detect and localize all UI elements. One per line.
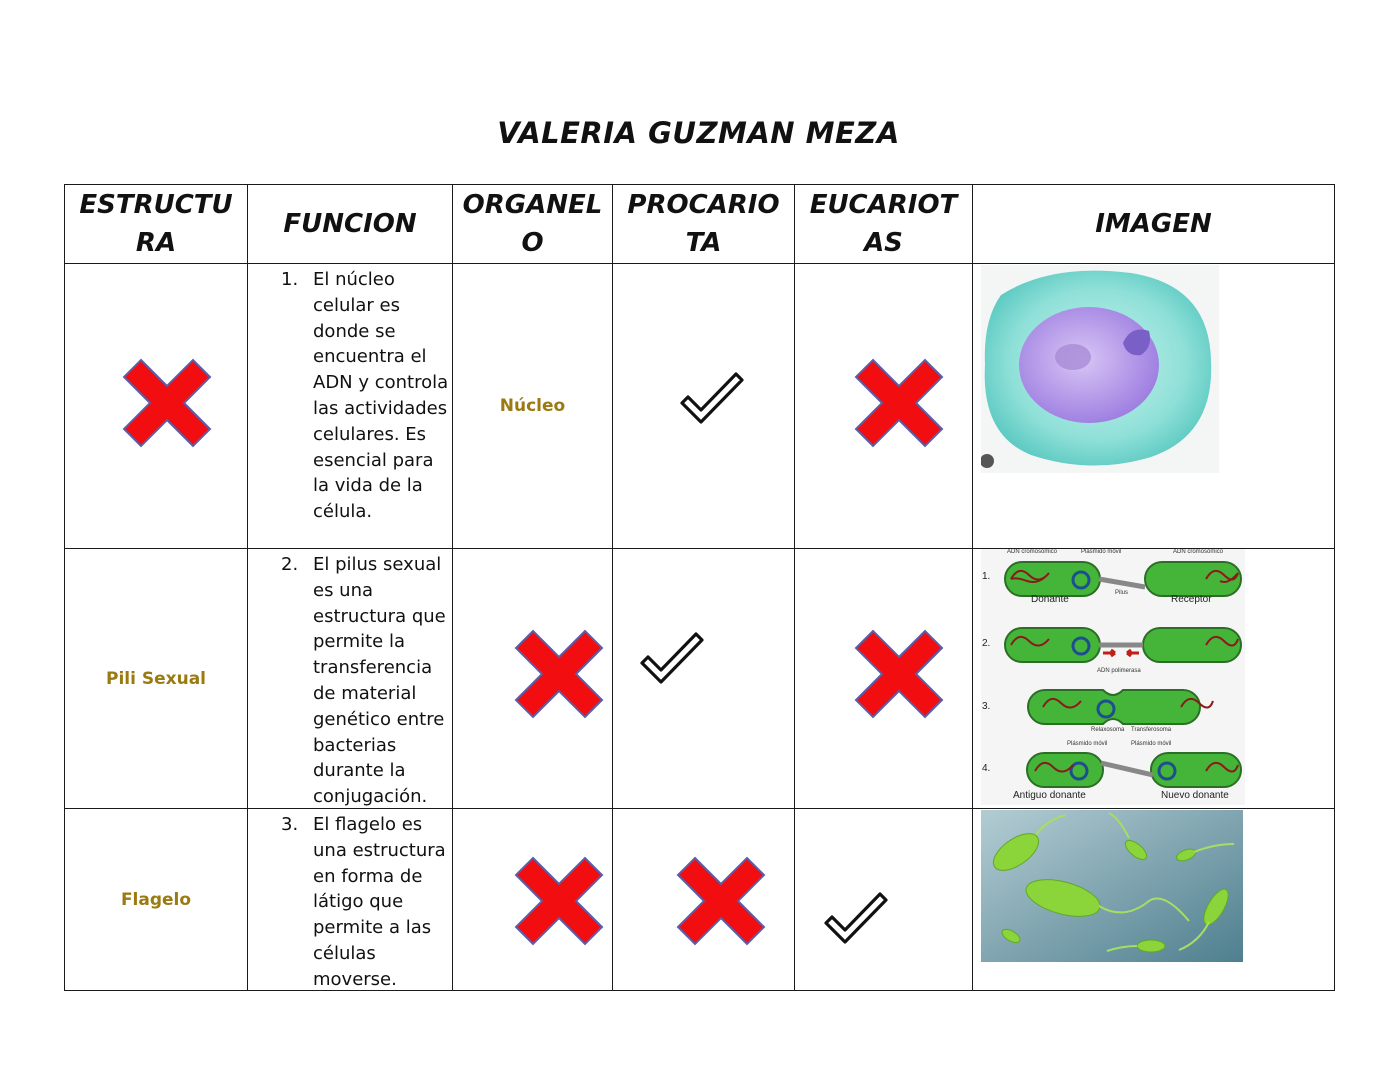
diagram-label-donor: Donante	[1031, 594, 1069, 605]
structure-cell	[65, 264, 248, 549]
diagram-label-mobile-plasmid-right: Plásmido móvil	[1131, 741, 1172, 747]
diagram-label-chromosomal-dna: ADN cromosómico	[1007, 549, 1058, 555]
diagram-label-receptor: Receptor	[1171, 594, 1212, 605]
table-row	[65, 809, 1335, 991]
diagram-label-mobile-plasmid-left: Plásmido móvil	[1067, 741, 1108, 747]
diagram-step-number: 4.	[982, 763, 991, 774]
procariota-cell	[613, 264, 795, 549]
page-title: VALERIA GUZMAN MEZA	[497, 116, 900, 150]
list-number: 1.	[281, 269, 299, 290]
cross-icon	[854, 629, 944, 719]
procariota-cell	[613, 809, 795, 991]
function-cell	[248, 549, 453, 809]
table-row	[65, 549, 1335, 809]
organelle-cell	[453, 809, 613, 991]
cross-icon	[676, 856, 766, 946]
cross-icon	[122, 358, 212, 448]
diagram-label-old-donor: Antiguo donante	[1013, 790, 1086, 801]
list-number: 3.	[281, 814, 299, 835]
diagram-label-mobile-plasmid: Plásmido móvil	[1081, 549, 1122, 555]
diagram-step-number: 3.	[982, 701, 991, 712]
header-eucariotas: EUCARIOTAS	[795, 185, 973, 264]
header-row	[65, 185, 1335, 264]
image-cell	[973, 264, 1335, 549]
conjugation-diagram	[981, 549, 1245, 805]
function-text: El flagelo es una estructura en forma de látigo que permite a las células moverse.	[313, 814, 446, 990]
header-organelo: ORGANELO	[453, 185, 613, 264]
diagram-step-number: 2.	[982, 638, 991, 649]
diagram-label-polymerase: ADN polimerasa	[1097, 668, 1141, 674]
structure-label: Pili Sexual	[106, 668, 206, 689]
function-cell	[248, 264, 453, 549]
organelle-cell	[453, 549, 613, 809]
header-funcion: FUNCION	[248, 185, 453, 264]
function-cell	[248, 809, 453, 991]
diagram-label-relaxosome: Relaxosoma	[1091, 727, 1125, 733]
flagella-bacteria-image	[981, 810, 1243, 962]
diagram-step-number: 1.	[982, 571, 991, 582]
header-procariota: PROCARIOTA	[613, 185, 795, 264]
image-cell	[973, 549, 1335, 809]
function-text: El núcleo celular es donde se encuentra el ADN y controla las actividades celulares. Es esencial para la vida de la célula.	[313, 269, 449, 523]
cross-icon	[854, 358, 944, 448]
header-estructura: ESTRUCTURA	[65, 185, 248, 264]
structure-cell	[65, 549, 248, 809]
diagram-label-pilus: Pilus	[1115, 590, 1129, 596]
structures-table	[64, 184, 1335, 991]
check-icon	[639, 629, 705, 689]
diagram-label-chromosomal-dna-right: ADN cromosómico	[1173, 549, 1224, 555]
organelle-label: Núcleo	[499, 396, 566, 416]
check-icon	[679, 369, 745, 429]
cell-nucleus-image	[981, 265, 1219, 473]
eucariotas-cell	[795, 549, 973, 809]
diagram-label-new-donor: Nuevo donante	[1161, 790, 1229, 801]
table-row	[65, 264, 1335, 549]
organelle-cell	[453, 264, 613, 549]
diagram-label-transferosome: Transferosoma	[1131, 727, 1172, 733]
list-number: 2.	[281, 554, 299, 575]
cross-icon	[514, 629, 604, 719]
conjugation-graphic	[981, 549, 1245, 805]
function-text: El pilus sexual es una estructura que permite la transferencia de material genético entre bacterias durante la conjugación.	[313, 554, 446, 808]
cross-icon	[514, 856, 604, 946]
check-icon	[823, 889, 889, 949]
eucariotas-cell	[795, 809, 973, 991]
header-imagen: IMAGEN	[973, 185, 1335, 264]
structure-label: Flagelo	[120, 889, 192, 910]
structure-cell	[65, 809, 248, 991]
eucariotas-cell	[795, 264, 973, 549]
procariota-cell	[613, 549, 795, 809]
image-cell	[973, 809, 1335, 991]
